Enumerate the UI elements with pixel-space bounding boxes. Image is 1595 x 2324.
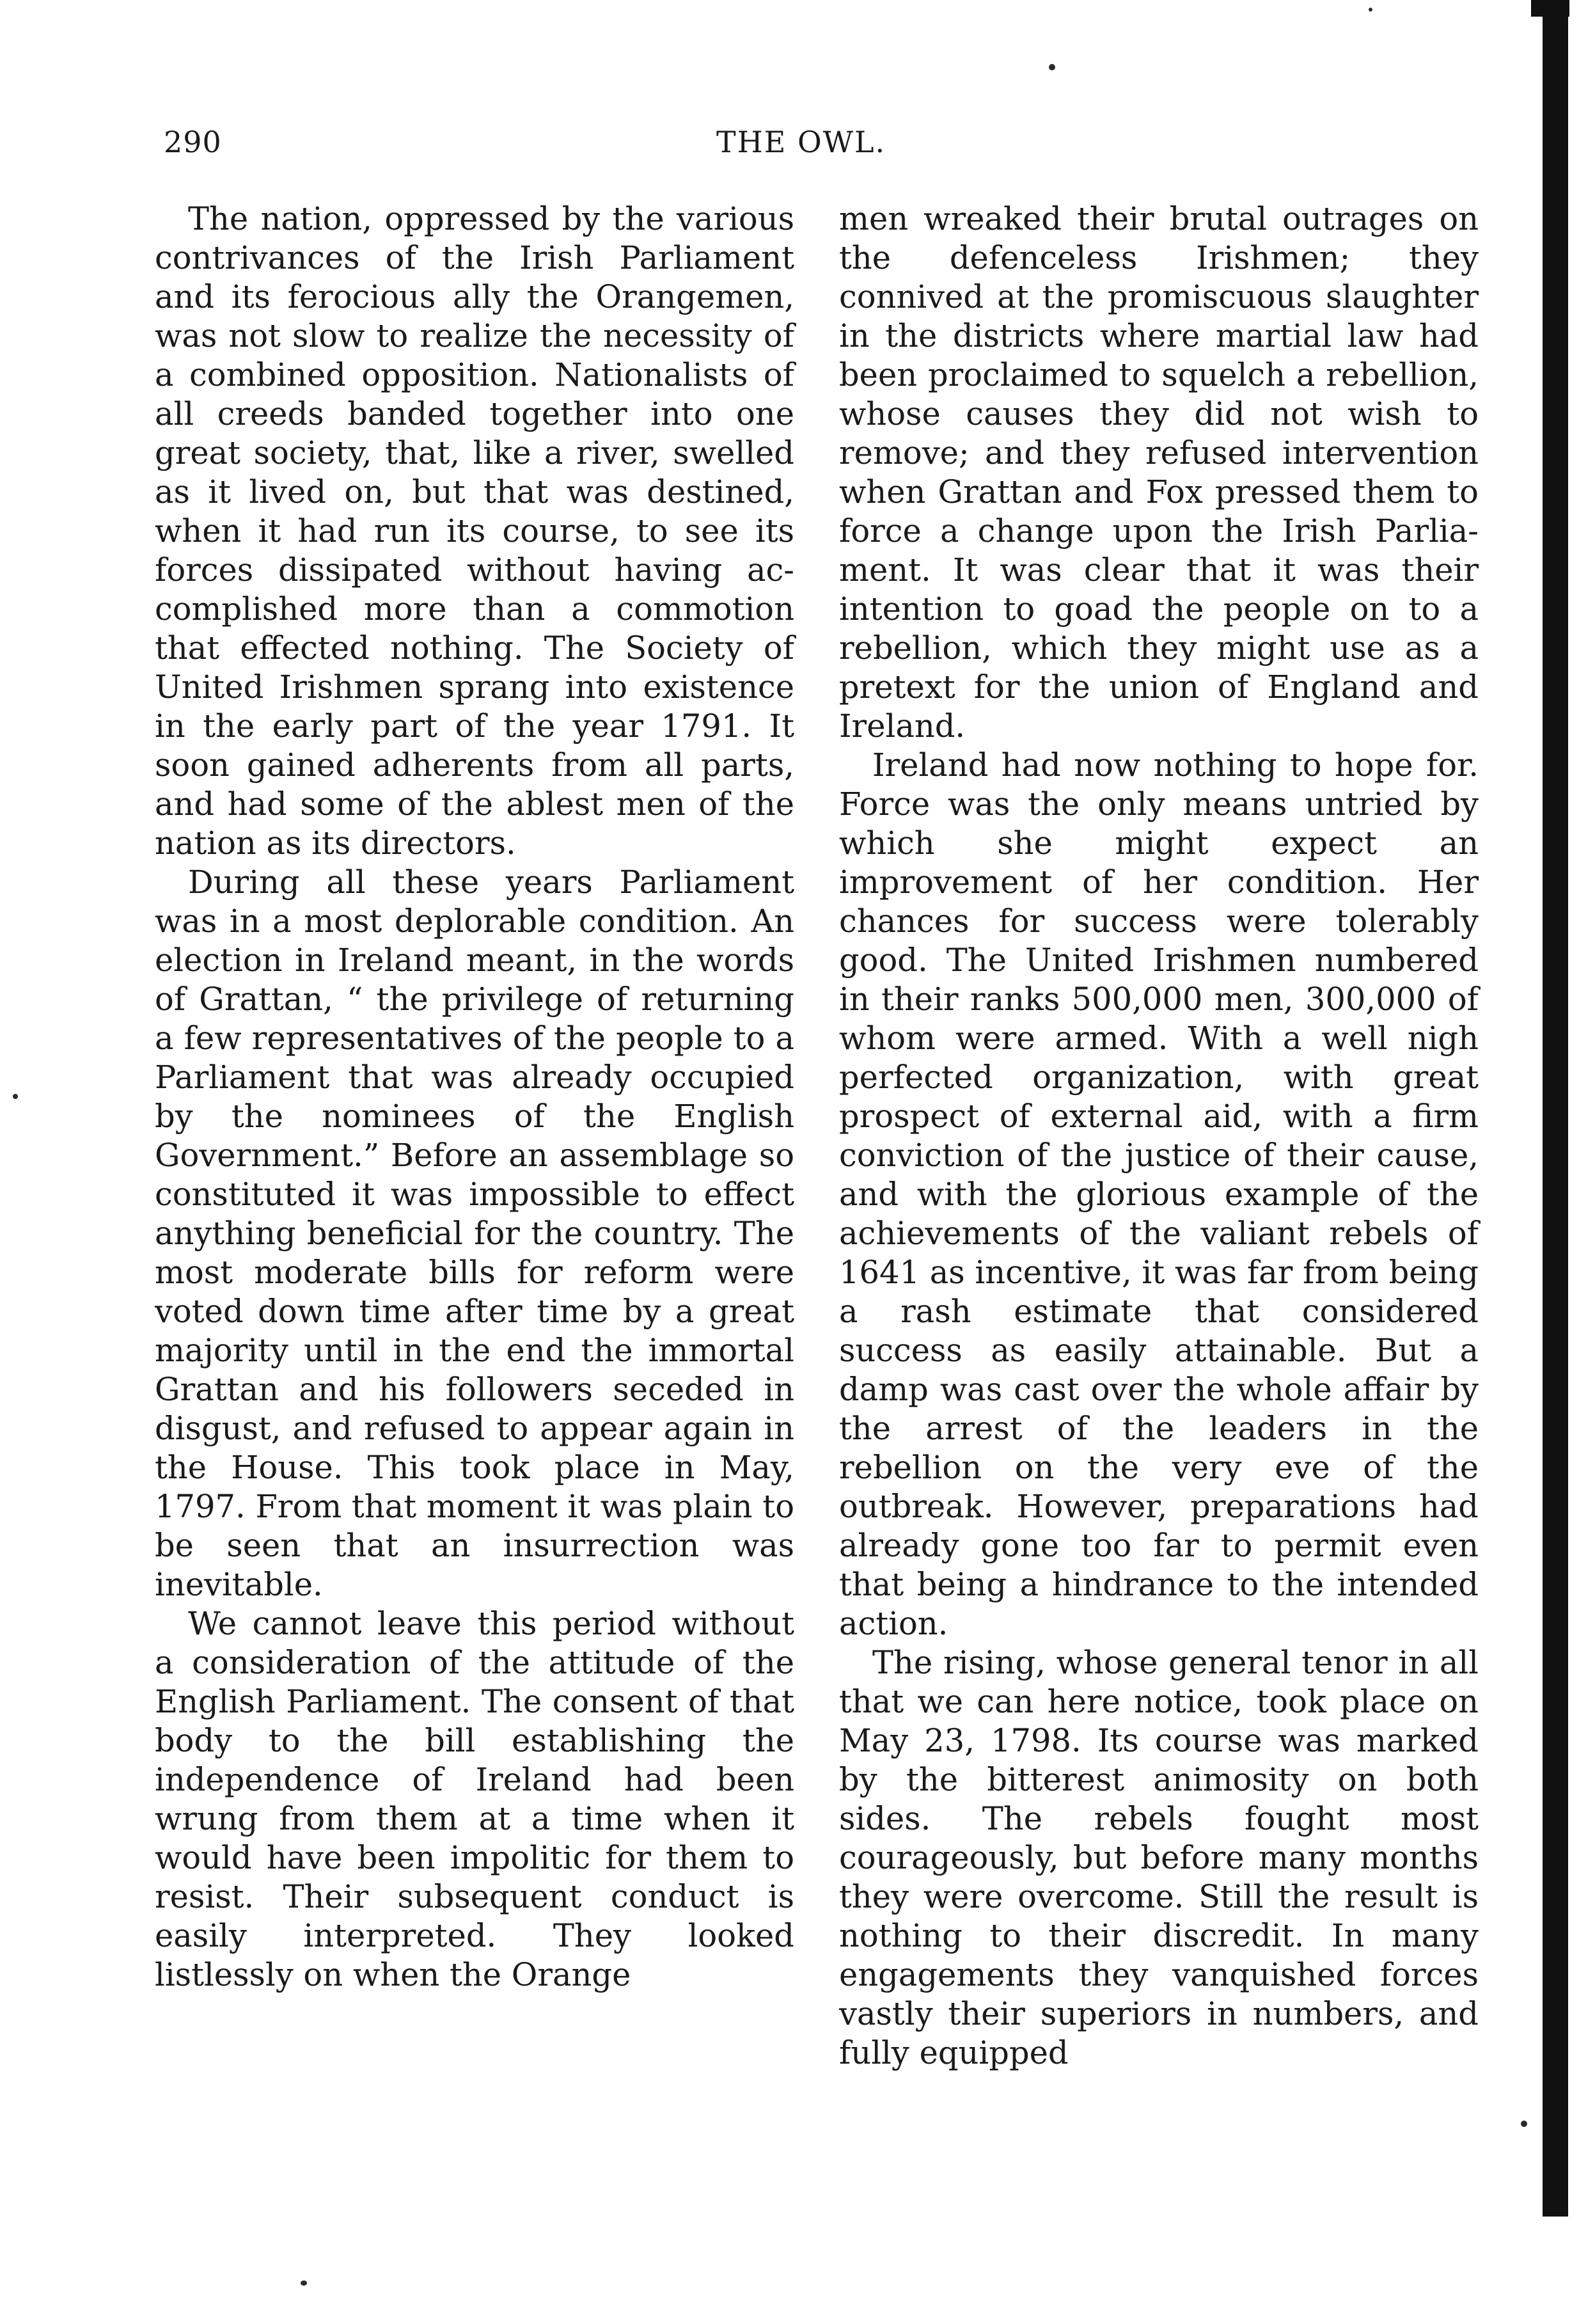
scan-speck	[301, 2281, 307, 2286]
paragraph: We cannot leave this period without a consideration of the attitude of the English Parliament. The consent of that body to the bill establishing the independence of Ireland had been wrung from them at a time when it would have been impolitic for them to resist. Their subsequent conduct is easily interpreted. They looked listlessly on when the Orange	[155, 1605, 794, 1993]
paragraph: The nation, oppressed by the various contrivances of the Irish Parliament and its ferocious ally the Orangemen, was not slow to realize the necessity of a combined opposition. Nationalists of all creeds banded together into one great society, that, like a river, swelled as it lived on, but that was destined, when it had run its course, to see its forces dissipated without having accomplished more than a commotion that effected nothing. The Society of United Irishmen sprang into existence in the early part of the year 1791. It soon gained adherents from all parts, and had some of the ablest men of the nation as its directors.	[155, 200, 794, 862]
running-title: THE OWL.	[716, 125, 886, 159]
scan-speck	[13, 1094, 18, 1099]
paragraph: During all these years Parliament was in a most deplorable condition. An election in Ireland meant, in the words of Grattan, “ the privilege of returning a few representatives of the people to a Parliament that was already occupied by the nominees of the English Government.” Before an assemblage so constituted it was impossible to effect anything beneficial for the country. The most moderate bills for reform were voted down time after time by a great majority until in the end the immortal Grattan and his followers seceded in disgust, and refused to appear again in the House. This took place in May, 1797. From that moment it was plain to be seen that an insurrection was inevitable.	[155, 864, 794, 1603]
paragraph: Ireland had now nothing to hope for. Force was the only means untried by which she might expect an improvement of her condition. Her chances for success were tolerably good. The United Irishmen numbered in their ranks 500,000 men, 300,000 of whom were armed. With a well nigh perfected organization, with great prospect of external aid, with a firm conviction of the justice of their cause, and with the glorious example of the achievements of the valiant rebels of 1641 as incentive, it was far from being a rash estimate that considered success as easily attainable. But a damp was cast over the whole affair by the arrest of the leaders in the rebellion on the very eve of the outbreak. However, preparations had already gone too far to permit even that being a hindrance to the intended action.	[839, 747, 1479, 1642]
scan-speck	[1521, 2121, 1527, 2127]
paragraph-continued: men wreaked their brutal outrages on the defenceless Irishmen; they connived at the promiscuous slaughter in the districts where martial law had been proclaimed to squelch a rebellion, whose causes they did not wish to remove; and they refused intervention when Grattan and Fox pressed them to force a change upon the Irish Parliament. It was clear that it was their intention to goad the people on to a rebellion, which they might use as a pretext for the union of England and Ireland.	[839, 200, 1479, 745]
paragraph: The rising, whose general tenor in all that we can here notice, took place on May 23, 1798. Its course was marked by the bitterest animosity on both sides. The rebels fought most courageously, but before many months they were overcome. Still the result is nothing to their discredit. In many engagements they vanquished forces vastly their superiors in numbers, and fully equipped	[839, 1644, 1479, 2071]
right-column	[839, 200, 1479, 2073]
scan-speck	[1369, 8, 1372, 12]
page-number: 290	[164, 125, 222, 159]
scan-edge-shadow	[1543, 0, 1568, 2217]
scan-speck	[1049, 64, 1055, 70]
left-column	[155, 200, 794, 1995]
